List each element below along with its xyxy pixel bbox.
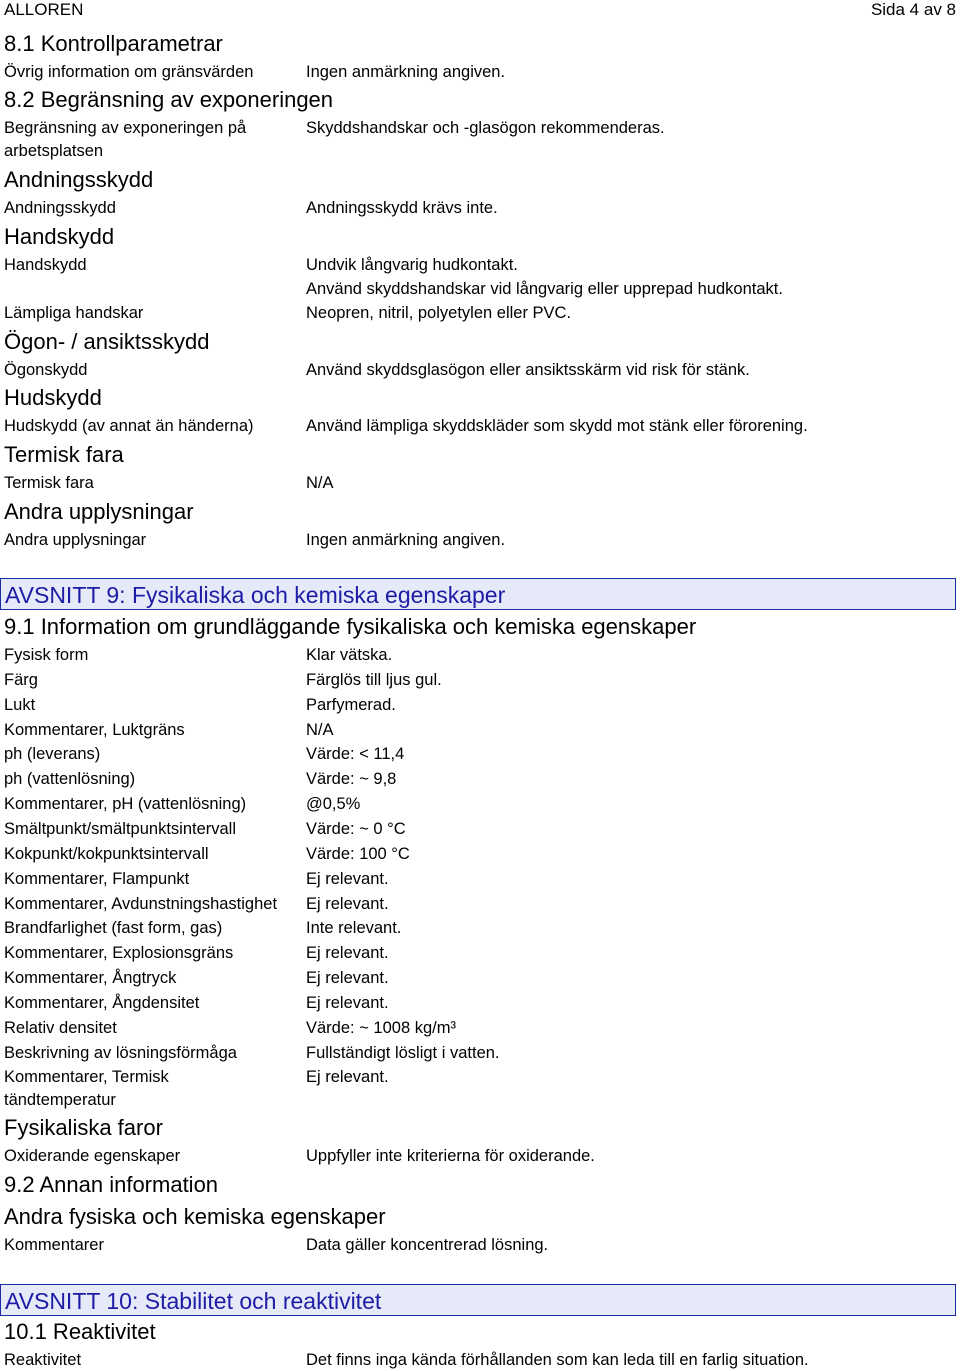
autoignition-label-line1: Kommentarer, Termisk — [4, 1068, 169, 1086]
thermal-label: Termisk fara — [4, 474, 94, 492]
property-label: Kommentarer, Avdunstningshastighet — [4, 895, 278, 913]
property-label: Kommentarer, Explosionsgräns — [4, 944, 234, 962]
workplace-label-line2: arbetsplatsen — [4, 142, 104, 160]
respiratory-value: Andningsskydd krävs inte. — [306, 199, 498, 217]
section-10-banner — [0, 1284, 956, 1316]
section-8-1-title: 8.1 Kontrollparametrar — [4, 31, 223, 56]
property-label: Kommentarer, Ångdensitet — [4, 994, 200, 1012]
gloves-value: Neopren, nitril, polyetylen eller PVC. — [306, 304, 572, 322]
workplace-label-line1: Begränsning av exponeringen på — [4, 119, 247, 137]
property-value: Fullständigt lösligt i vatten. — [306, 1044, 500, 1062]
property-label: Lukt — [4, 696, 36, 714]
oxidizing-value: Uppfyller inte kriterierna för oxiderande. — [306, 1147, 595, 1165]
property-label: ph (vattenlösning) — [4, 770, 136, 788]
thermal-heading: Termisk fara — [4, 442, 124, 467]
page-number: Sida 4 av 8 — [870, 0, 956, 19]
property-value: Färglös till ljus gul. — [306, 671, 442, 689]
skin-label: Hudskydd (av annat än händerna) — [4, 417, 254, 435]
exposure-limits-label: Övrig information om gränsvärden — [4, 63, 254, 81]
comments-value: Data gäller koncentrerad lösning. — [306, 1236, 549, 1254]
workplace-value: Skyddshandskar och -glasögon rekommenderas. — [306, 119, 665, 137]
respiratory-label: Andningsskydd — [4, 199, 116, 217]
property-label: Färg — [4, 671, 38, 689]
property-value: Parfymerad. — [306, 696, 396, 714]
hand-value-line1: Undvik långvarig hudkontakt. — [306, 256, 518, 274]
section-8-2-title: 8.2 Begränsning av exponeringen — [4, 87, 334, 112]
section-9-2-title: 9.2 Annan information — [4, 1172, 219, 1197]
eye-value: Använd skyddsglasögon eller ansiktsskärm vid risk för stänk. — [306, 361, 750, 379]
property-label: Relativ densitet — [4, 1019, 117, 1037]
section-9-1-title: 9.1 Information om grundläggande fysikaliska och kemiska egenskaper — [4, 614, 697, 639]
other-info-value: Ingen anmärkning angiven. — [306, 531, 506, 549]
property-value: Värde: < 11,4 — [306, 745, 405, 763]
section-9-banner — [0, 578, 956, 610]
property-label: Beskrivning av lösningsförmåga — [4, 1044, 237, 1062]
hand-value-line2: Använd skyddshandskar vid långvarig eller upprepad hudkontakt. — [306, 280, 783, 298]
skin-heading: Hudskydd — [4, 385, 102, 410]
other-properties-heading: Andra fysiska och kemiska egenskaper — [4, 1204, 386, 1229]
autoignition-value: Ej relevant. — [306, 1068, 389, 1086]
property-value: Inte relevant. — [306, 919, 402, 937]
property-value: Värde: ~ 9,8 — [306, 770, 397, 788]
eye-label: Ögonskydd — [4, 361, 88, 379]
eye-heading: Ögon- / ansiktsskydd — [4, 329, 210, 354]
oxidizing-label: Oxiderande egenskaper — [4, 1147, 181, 1165]
reactivity-label: Reaktivitet — [4, 1351, 82, 1369]
property-value: @0,5% — [306, 795, 361, 813]
thermal-value: N/A — [306, 474, 334, 492]
other-info-heading: Andra upplysningar — [4, 499, 194, 524]
property-value: Värde: ~ 0 °C — [306, 820, 406, 838]
property-value: Ej relevant. — [306, 969, 389, 987]
property-label: Kommentarer, pH (vattenlösning) — [4, 795, 247, 813]
physical-hazards-heading: Fysikaliska faror — [4, 1115, 163, 1140]
section-9-banner-title: AVSNITT 9: Fysikaliska och kemiska egenskaper — [5, 582, 506, 608]
property-value: Ej relevant. — [306, 870, 389, 888]
respiratory-heading: Andningsskydd — [4, 167, 154, 192]
section-10-banner-title: AVSNITT 10: Stabilitet och reaktivitet — [5, 1288, 382, 1314]
exposure-limits-value: Ingen anmärkning angiven. — [306, 63, 506, 81]
gloves-label: Lämpliga handskar — [4, 304, 144, 322]
other-info-label: Andra upplysningar — [4, 531, 147, 549]
property-value: Ej relevant. — [306, 895, 389, 913]
property-label: Kommentarer, Ångtryck — [4, 969, 177, 987]
property-label: Kommentarer, Luktgräns — [4, 721, 185, 739]
property-value: Värde: 100 °C — [306, 845, 410, 863]
company-name: ALLOREN — [4, 0, 84, 19]
property-value: Klar vätska. — [306, 646, 393, 664]
property-value: Ej relevant. — [306, 994, 389, 1012]
reactivity-value: Det finns inga kända förhållanden som kan leda till en farlig situation. — [306, 1351, 809, 1369]
section-10-1-title: 10.1 Reaktivitet — [4, 1319, 156, 1344]
property-value: Värde: ~ 1008 kg/m³ — [306, 1019, 456, 1037]
property-value: Ej relevant. — [306, 944, 389, 962]
property-label: Kommentarer, Flampunkt — [4, 870, 190, 888]
skin-value: Använd lämpliga skyddskläder som skydd mot stänk eller förorening. — [306, 417, 808, 435]
property-label: Fysisk form — [4, 646, 89, 664]
property-label: Brandfarlighet (fast form, gas) — [4, 919, 223, 937]
property-label: Kokpunkt/kokpunktsintervall — [4, 845, 209, 863]
hand-label: Handskydd — [4, 256, 87, 274]
property-label: ph (leverans) — [4, 745, 101, 763]
hand-heading: Handskydd — [4, 224, 115, 249]
property-value: N/A — [306, 721, 334, 739]
autoignition-label-line2: tändtemperatur — [4, 1091, 116, 1109]
property-label: Smältpunkt/smältpunktsintervall — [4, 820, 237, 838]
comments-label: Kommentarer — [4, 1236, 104, 1254]
